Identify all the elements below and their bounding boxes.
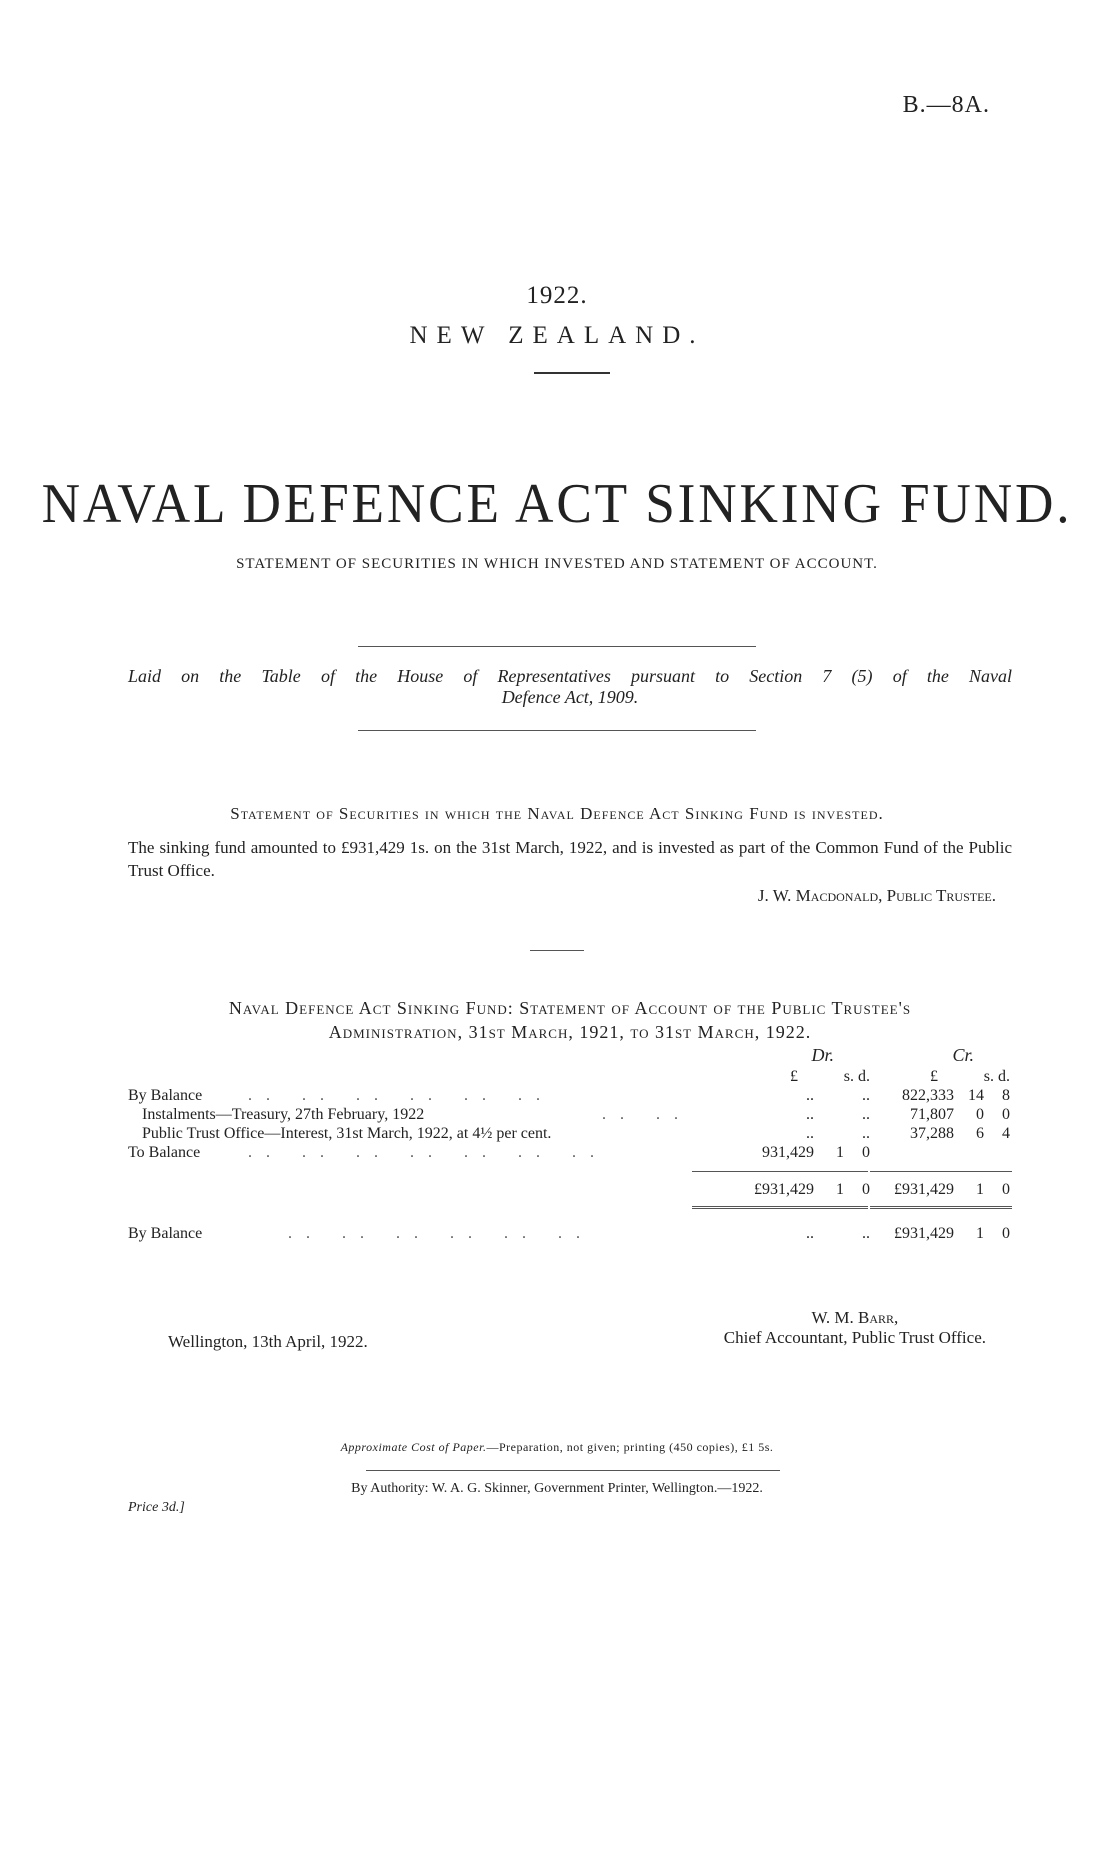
account-heading-line1: Naval Defence Act Sinking Fund: Statement of Account of the Public Trustee's bbox=[228, 998, 912, 1018]
rule-below-laid bbox=[358, 730, 756, 731]
dr-pence: .. bbox=[862, 1106, 870, 1123]
double-rule-cr bbox=[870, 1206, 1012, 1211]
laid-notice-word: of bbox=[892, 666, 907, 686]
footer-rule bbox=[366, 1470, 780, 1471]
dr-sd-unit: s. d. bbox=[843, 1068, 870, 1085]
laid-notice-word: the bbox=[219, 666, 242, 686]
row-description: Public Trust Office—Interest, 31st March, 1922, at 4½ per cent. bbox=[142, 1125, 552, 1142]
dr-pounds: .. bbox=[806, 1225, 814, 1242]
table-row bbox=[128, 1124, 1012, 1143]
dr-pounds: .. bbox=[806, 1125, 814, 1142]
document-subtitle: STATEMENT OF SECURITIES IN WHICH INVESTED AND STATEMENT OF ACCOUNT. bbox=[236, 556, 878, 572]
table-row bbox=[128, 1143, 1012, 1162]
signoff-name: W. M. Barr, bbox=[811, 1308, 899, 1327]
printer-authority: By Authority: W. A. G. Skinner, Government Printer, Wellington.—1922. bbox=[351, 1481, 763, 1496]
table-row bbox=[128, 1086, 1012, 1105]
cr-total-shillings: 1 bbox=[976, 1181, 984, 1198]
dr-pound-unit: £ bbox=[790, 1068, 798, 1085]
cr-pounds: £931,429 bbox=[894, 1225, 954, 1242]
cr-pence: 0 bbox=[1002, 1225, 1010, 1242]
securities-body: The sinking fund amounted to £931,429 1s. on the 31st March, 1922, and is invested as part of the Common Fund of the Public Trust Office. bbox=[128, 838, 1012, 880]
laid-notice-word: Naval bbox=[968, 666, 1012, 686]
laid-notice-word: House bbox=[397, 666, 444, 686]
dr-total-pence: 0 bbox=[862, 1181, 870, 1198]
laid-notice-word: Table bbox=[261, 666, 301, 686]
cr-shillings: 14 bbox=[968, 1087, 984, 1104]
cr-column-header: Cr. bbox=[952, 1045, 974, 1065]
laid-notice-word: (5) bbox=[851, 666, 873, 686]
price-note: Price 3d.] bbox=[128, 1500, 185, 1515]
laid-notice-word: 7 bbox=[822, 666, 832, 686]
signoff-block bbox=[724, 1308, 986, 1348]
masthead-country: NEW ZEALAND. bbox=[409, 322, 705, 349]
cr-sd-unit: s. d. bbox=[983, 1068, 1010, 1085]
dot-leader: .. .. .. .. .. .. .. bbox=[248, 1144, 608, 1161]
cr-shillings: 6 bbox=[976, 1125, 984, 1142]
dr-pounds: .. bbox=[806, 1087, 814, 1104]
row-description: To Balance bbox=[128, 1144, 201, 1161]
dr-pounds: 931,429 bbox=[762, 1144, 814, 1161]
document-title: NAVAL DEFENCE ACT SINKING FUND. bbox=[41, 473, 1073, 535]
section-divider bbox=[530, 950, 584, 951]
masthead-year: 1922. bbox=[526, 282, 588, 309]
cr-pence: 8 bbox=[1002, 1087, 1010, 1104]
dr-pence: .. bbox=[862, 1225, 870, 1242]
dr-total-shillings: 1 bbox=[836, 1181, 844, 1198]
laid-notice bbox=[128, 666, 1012, 708]
laid-notice-word: Representatives bbox=[497, 666, 611, 686]
securities-signature: J. W. Macdonald, Public Trustee. bbox=[757, 886, 996, 905]
row-description: By Balance bbox=[128, 1225, 203, 1242]
cr-pence: 4 bbox=[1002, 1125, 1010, 1142]
rule-above-laid bbox=[358, 646, 756, 647]
laid-notice-word: the bbox=[355, 666, 378, 686]
account-table bbox=[128, 1045, 1012, 1242]
cr-pound-unit: £ bbox=[930, 1068, 938, 1085]
row-description: Instalments—Treasury, 27th February, 1922 bbox=[142, 1106, 425, 1123]
cr-total-pounds: £931,429 bbox=[894, 1181, 954, 1198]
laid-notice-word: the bbox=[926, 666, 949, 686]
dr-column-header: Dr. bbox=[811, 1045, 834, 1065]
dot-leader: .. .. .. .. .. .. bbox=[288, 1225, 594, 1242]
row-description: By Balance bbox=[128, 1087, 203, 1104]
laid-notice-word: of bbox=[463, 666, 478, 686]
securities-heading: Statement of Securities in which the Naval Defence Act Sinking Fund is invested. bbox=[230, 804, 884, 823]
account-heading-line2: Administration, 31st March, 1921, to 31st March, 1922. bbox=[328, 1022, 812, 1042]
dr-shillings: 1 bbox=[836, 1144, 844, 1161]
dr-pounds: .. bbox=[806, 1106, 814, 1123]
dot-leader: .. .. .. .. .. .. bbox=[248, 1087, 554, 1104]
column-header-row bbox=[128, 1046, 1012, 1067]
laid-notice-word: to bbox=[715, 666, 730, 686]
laid-notice-word: of bbox=[320, 666, 335, 686]
laid-notice-word: Section bbox=[749, 666, 803, 686]
masthead-rule bbox=[534, 372, 610, 374]
unit-header-row bbox=[128, 1067, 1012, 1086]
cost-note bbox=[0, 1440, 1114, 1455]
laid-notice-line1 bbox=[128, 666, 1012, 687]
laid-notice-word: on bbox=[181, 666, 200, 686]
dr-total-pounds: £931,429 bbox=[754, 1181, 814, 1198]
place-date: Wellington, 13th April, 1922. bbox=[168, 1332, 368, 1351]
laid-notice-line2: Defence Act, 1909. bbox=[501, 687, 639, 707]
laid-notice-word: pursuant bbox=[630, 666, 695, 686]
totals-row bbox=[128, 1180, 1012, 1199]
totals-rule-cr bbox=[870, 1171, 1012, 1172]
account-heading bbox=[128, 996, 1012, 1044]
cr-shillings: 0 bbox=[976, 1106, 984, 1123]
double-rule-dr bbox=[692, 1206, 868, 1211]
cr-total-pence: 0 bbox=[1002, 1181, 1010, 1198]
cr-pounds: 37,288 bbox=[910, 1125, 954, 1142]
cost-text: —Preparation, not given; printing (450 copies), £1 5s. bbox=[486, 1440, 774, 1454]
dot-leader: .. .. bbox=[602, 1106, 692, 1123]
cr-pence: 0 bbox=[1002, 1106, 1010, 1123]
laid-notice-word: Laid bbox=[128, 666, 162, 686]
totals-rule-dr bbox=[692, 1171, 868, 1172]
table-row bbox=[128, 1105, 1012, 1124]
paper-reference: B.—8A. bbox=[902, 92, 990, 118]
dr-pence: .. bbox=[862, 1087, 870, 1104]
cr-shillings: 1 bbox=[976, 1225, 984, 1242]
dr-pence: 0 bbox=[862, 1144, 870, 1161]
cr-pounds: 822,333 bbox=[902, 1087, 954, 1104]
closing-balance-row bbox=[128, 1224, 1012, 1243]
cost-label: Approximate Cost of Paper. bbox=[340, 1440, 487, 1454]
dr-pence: .. bbox=[862, 1125, 870, 1142]
cr-pounds: 71,807 bbox=[910, 1106, 954, 1123]
signoff-title: Chief Accountant, Public Trust Office. bbox=[723, 1328, 986, 1347]
